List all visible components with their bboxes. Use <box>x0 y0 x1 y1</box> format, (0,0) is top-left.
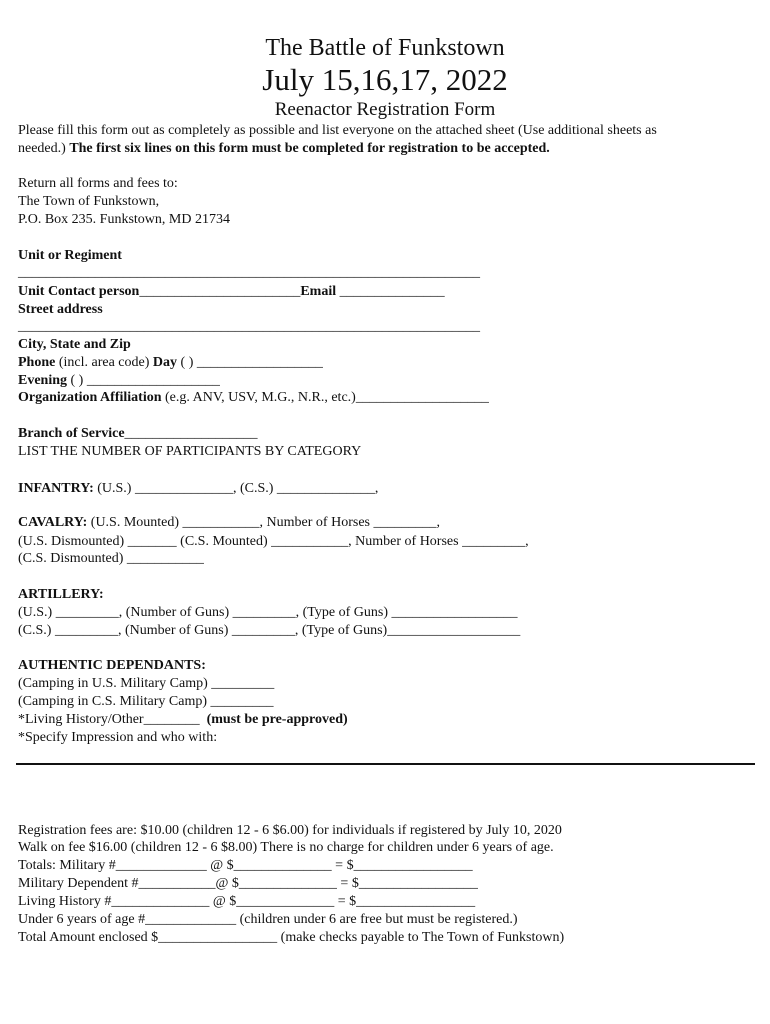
branch-row <box>18 425 258 443</box>
unit-contact-row <box>18 283 445 301</box>
unit-regiment-field[interactable]: __________________________________________________________________ <box>18 265 480 280</box>
street-address-label <box>18 301 103 319</box>
intro-requirement: The first six lines on this form must be completed for registration to be accepted. <box>69 141 550 156</box>
cavalry-label: CAVALRY: <box>18 515 88 530</box>
intro-line-2 <box>18 140 550 158</box>
form-title: Reenactor Registration Form <box>274 99 496 120</box>
intro-text: needed.) <box>18 141 70 156</box>
fees-line-1: Registration fees are: $10.00 (children 12 - 6 $6.00) for individuals if registered by July 10, 2020 <box>18 823 562 838</box>
under-six-row[interactable]: Under 6 years of age #_____________ (children under 6 are free but must be registered.) <box>18 912 518 927</box>
artillery-cs-row[interactable]: (C.S.) _________, (Number of Guns) _________, (Type of Guns)___________________ <box>18 623 521 638</box>
unit-regiment-label <box>18 247 122 265</box>
total-enclosed-row[interactable]: Total Amount enclosed $_________________ (make checks payable to The Town of Funkstown) <box>18 930 565 945</box>
impression-answer-line[interactable] <box>16 763 755 765</box>
dependants-label-text: AUTHENTIC DEPENDANTS: <box>18 658 206 673</box>
artillery-label <box>18 586 104 604</box>
infantry-fields[interactable]: (U.S.) ______________, (C.S.) ______________, <box>93 481 379 496</box>
living-history-row <box>18 711 348 729</box>
event-dates: July 15,16,17, 2022 <box>262 62 508 97</box>
email-field[interactable]: _______________ <box>336 284 445 299</box>
phone-evening-field[interactable]: ( ) ___________________ <box>67 373 220 388</box>
totals-military-row[interactable]: Totals: Military #_____________ @ $______________ = $_________________ <box>18 858 473 873</box>
event-title: The Battle of Funkstown <box>265 35 505 61</box>
participants-heading: LIST THE NUMBER OF PARTICIPANTS BY CATEGORY <box>18 444 362 459</box>
dependants-label <box>18 657 206 675</box>
organization-field[interactable]: (e.g. ANV, USV, M.G., N.R., etc.)___________________ <box>161 390 489 405</box>
unit-contact-label: Unit Contact person <box>18 284 140 299</box>
totals-dependent-row[interactable]: Military Dependent #___________@ $______________ = $_________________ <box>18 876 478 891</box>
organization-row <box>18 389 489 407</box>
cavalry-row-1 <box>18 514 440 532</box>
city-state-zip-label <box>18 336 131 354</box>
intro-line-1: Please fill this form out as completely as possible and list everyone on the attached sheet (Use additional sheets as <box>18 123 657 138</box>
infantry-label: INFANTRY: <box>18 481 94 496</box>
unit-regiment-text: Unit or Regiment <box>18 248 122 263</box>
branch-field[interactable]: ___________________ <box>124 426 258 441</box>
day-label: Day <box>152 355 178 370</box>
city-state-zip-text: City, State and Zip <box>18 337 131 352</box>
phone-day-row <box>18 354 323 372</box>
phone-note: (incl. area code) <box>55 355 153 370</box>
dependants-cs-camp-row[interactable]: (Camping in C.S. Military Camp) _________ <box>18 694 274 709</box>
artillery-us-row[interactable]: (U.S.) _________, (Number of Guns) _________, (Type of Guns) __________________ <box>18 605 518 620</box>
cavalry-row-3[interactable]: (C.S. Dismounted) ___________ <box>18 551 204 566</box>
return-line-2: The Town of Funkstown, <box>18 194 160 209</box>
street-address-field[interactable]: __________________________________________________________________ <box>18 319 480 334</box>
artillery-label-text: ARTILLERY: <box>18 587 104 602</box>
totals-living-history-row[interactable]: Living History #______________ @ $______________ = $_________________ <box>18 894 476 909</box>
cavalry-row-2[interactable]: (U.S. Dismounted) _______ (C.S. Mounted) ___________, Number of Horses _________, <box>18 534 529 549</box>
phone-label: Phone <box>18 355 56 370</box>
living-history-field[interactable]: *Living History/Other________ <box>18 712 207 727</box>
phone-evening-row <box>18 372 220 390</box>
street-address-text: Street address <box>18 302 103 317</box>
fees-line-2: Walk on fee $16.00 (children 12 - 6 $8.00) There is no charge for children under 6 years of age. <box>18 840 554 855</box>
unit-contact-field[interactable]: _______________________ <box>139 284 301 299</box>
return-address: P.O. Box 235. Funkstown, MD 21734 <box>18 212 230 227</box>
evening-label: Evening <box>18 373 68 388</box>
pre-approved-note: (must be pre-approved) <box>206 712 348 727</box>
dependants-us-camp-row[interactable]: (Camping in U.S. Military Camp) _________ <box>18 676 275 691</box>
phone-day-field[interactable]: ( ) __________________ <box>177 355 323 370</box>
branch-label: Branch of Service <box>18 426 125 441</box>
return-line-1: Return all forms and fees to: <box>18 176 178 191</box>
cavalry-mounted-fields[interactable]: (U.S. Mounted) ___________, Number of Horses _________, <box>87 515 440 530</box>
organization-label: Organization Affiliation <box>18 390 162 405</box>
email-label: Email <box>300 284 337 299</box>
impression-row: *Specify Impression and who with: <box>18 730 218 745</box>
infantry-row <box>18 480 378 498</box>
